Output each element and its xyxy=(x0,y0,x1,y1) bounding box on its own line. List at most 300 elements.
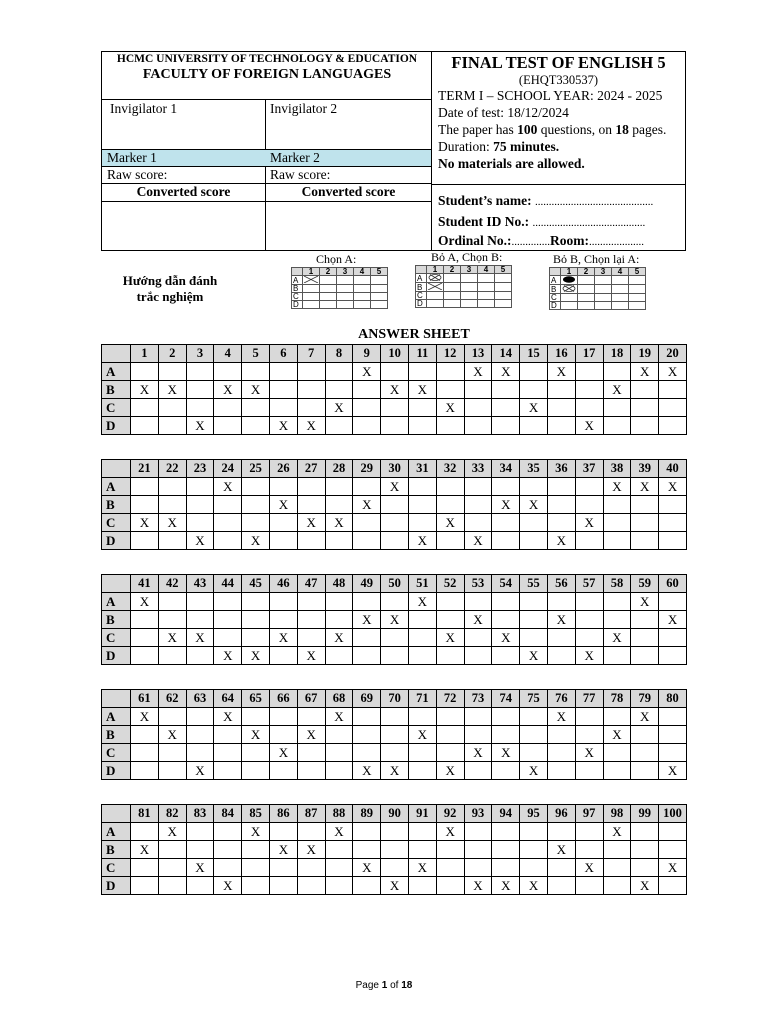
answer-cell[interactable] xyxy=(353,823,381,841)
answer-cell[interactable] xyxy=(186,363,214,381)
answer-cell[interactable] xyxy=(186,399,214,417)
answer-cell[interactable] xyxy=(659,532,687,550)
answer-cell[interactable] xyxy=(631,399,659,417)
answer-cell[interactable] xyxy=(436,593,464,611)
answer-cell[interactable] xyxy=(520,629,548,647)
answer-cell[interactable] xyxy=(353,514,381,532)
answer-cell[interactable]: X xyxy=(325,514,353,532)
answer-cell[interactable] xyxy=(381,496,409,514)
answer-cell[interactable] xyxy=(186,593,214,611)
answer-cell[interactable] xyxy=(353,417,381,435)
answer-cell[interactable]: X xyxy=(575,744,603,762)
answer-cell[interactable] xyxy=(186,708,214,726)
answer-cell[interactable] xyxy=(408,611,436,629)
answer-cell[interactable] xyxy=(436,708,464,726)
answer-cell[interactable] xyxy=(214,611,242,629)
answer-cell[interactable]: X xyxy=(297,647,325,665)
answer-cell[interactable] xyxy=(659,417,687,435)
answer-cell[interactable] xyxy=(659,841,687,859)
answer-cell[interactable] xyxy=(520,514,548,532)
answer-cell[interactable] xyxy=(186,877,214,895)
answer-cell[interactable] xyxy=(186,381,214,399)
answer-cell[interactable] xyxy=(186,496,214,514)
answer-cell[interactable]: X xyxy=(547,363,575,381)
answer-cell[interactable]: X xyxy=(408,593,436,611)
answer-cell[interactable] xyxy=(353,629,381,647)
answer-cell[interactable]: X xyxy=(492,496,520,514)
answer-cell[interactable] xyxy=(353,647,381,665)
answer-cell[interactable] xyxy=(186,611,214,629)
answer-cell[interactable]: X xyxy=(186,629,214,647)
answer-cell[interactable] xyxy=(269,611,297,629)
answer-cell[interactable] xyxy=(353,744,381,762)
answer-cell[interactable] xyxy=(269,762,297,780)
answer-cell[interactable] xyxy=(603,762,631,780)
answer-cell[interactable]: X xyxy=(269,496,297,514)
answer-cell[interactable]: X xyxy=(436,514,464,532)
answer-cell[interactable] xyxy=(464,399,492,417)
answer-cell[interactable] xyxy=(575,762,603,780)
answer-cell[interactable] xyxy=(158,611,186,629)
answer-cell[interactable] xyxy=(575,611,603,629)
answer-cell[interactable]: X xyxy=(353,611,381,629)
answer-cell[interactable] xyxy=(631,726,659,744)
answer-cell[interactable] xyxy=(436,877,464,895)
answer-cell[interactable] xyxy=(659,514,687,532)
answer-cell[interactable] xyxy=(464,708,492,726)
answer-cell[interactable] xyxy=(269,532,297,550)
answer-cell[interactable]: X xyxy=(520,496,548,514)
answer-cell[interactable] xyxy=(575,381,603,399)
answer-cell[interactable] xyxy=(464,762,492,780)
answer-cell[interactable] xyxy=(381,417,409,435)
answer-cell[interactable]: X xyxy=(575,859,603,877)
answer-cell[interactable] xyxy=(158,762,186,780)
answer-cell[interactable] xyxy=(547,629,575,647)
answer-cell[interactable] xyxy=(436,363,464,381)
answer-cell[interactable] xyxy=(631,859,659,877)
answer-cell[interactable] xyxy=(325,417,353,435)
answer-cell[interactable] xyxy=(297,611,325,629)
answer-cell[interactable] xyxy=(547,478,575,496)
answer-cell[interactable] xyxy=(603,417,631,435)
answer-cell[interactable] xyxy=(631,744,659,762)
student-name-field[interactable]: Student’s name: ........................................... xyxy=(438,193,654,208)
answer-cell[interactable] xyxy=(353,708,381,726)
answer-cell[interactable] xyxy=(436,841,464,859)
answer-cell[interactable]: X xyxy=(381,611,409,629)
answer-cell[interactable] xyxy=(325,478,353,496)
answer-cell[interactable] xyxy=(297,399,325,417)
answer-cell[interactable] xyxy=(325,877,353,895)
answer-cell[interactable] xyxy=(242,514,270,532)
answer-cell[interactable] xyxy=(242,877,270,895)
answer-cell[interactable]: X xyxy=(547,841,575,859)
answer-cell[interactable] xyxy=(381,532,409,550)
answer-cell[interactable] xyxy=(436,647,464,665)
answer-cell[interactable] xyxy=(547,823,575,841)
answer-cell[interactable] xyxy=(214,496,242,514)
answer-cell[interactable] xyxy=(214,744,242,762)
answer-cell[interactable] xyxy=(436,381,464,399)
answer-cell[interactable]: X xyxy=(547,708,575,726)
answer-cell[interactable]: X xyxy=(603,726,631,744)
answer-cell[interactable] xyxy=(436,478,464,496)
answer-cell[interactable]: X xyxy=(381,762,409,780)
answer-cell[interactable] xyxy=(547,417,575,435)
answer-cell[interactable] xyxy=(131,859,159,877)
answer-cell[interactable] xyxy=(575,841,603,859)
answer-cell[interactable]: X xyxy=(436,823,464,841)
answer-cell[interactable] xyxy=(464,593,492,611)
answer-cell[interactable] xyxy=(547,593,575,611)
answer-cell[interactable] xyxy=(520,859,548,877)
answer-cell[interactable]: X xyxy=(631,478,659,496)
answer-cell[interactable]: X xyxy=(242,381,270,399)
answer-cell[interactable] xyxy=(520,708,548,726)
answer-cell[interactable] xyxy=(269,478,297,496)
answer-cell[interactable]: X xyxy=(353,363,381,381)
answer-cell[interactable] xyxy=(131,823,159,841)
answer-cell[interactable] xyxy=(297,496,325,514)
answer-cell[interactable] xyxy=(492,726,520,744)
answer-cell[interactable] xyxy=(242,417,270,435)
answer-cell[interactable] xyxy=(381,823,409,841)
answer-cell[interactable] xyxy=(214,726,242,744)
answer-cell[interactable] xyxy=(353,877,381,895)
answer-cell[interactable] xyxy=(381,708,409,726)
answer-cell[interactable] xyxy=(631,841,659,859)
answer-cell[interactable] xyxy=(408,877,436,895)
answer-cell[interactable] xyxy=(631,823,659,841)
answer-cell[interactable] xyxy=(603,877,631,895)
answer-cell[interactable]: X xyxy=(186,859,214,877)
answer-cell[interactable] xyxy=(659,647,687,665)
answer-cell[interactable]: X xyxy=(325,823,353,841)
answer-cell[interactable]: X xyxy=(269,841,297,859)
answer-cell[interactable] xyxy=(214,841,242,859)
answer-cell[interactable]: X xyxy=(603,478,631,496)
answer-cell[interactable] xyxy=(297,762,325,780)
answer-cell[interactable] xyxy=(297,744,325,762)
answer-cell[interactable] xyxy=(242,629,270,647)
answer-cell[interactable] xyxy=(242,841,270,859)
answer-cell[interactable]: X xyxy=(269,629,297,647)
answer-cell[interactable] xyxy=(131,363,159,381)
answer-cell[interactable]: X xyxy=(242,726,270,744)
answer-cell[interactable] xyxy=(408,629,436,647)
answer-cell[interactable]: X xyxy=(297,726,325,744)
answer-cell[interactable] xyxy=(631,417,659,435)
answer-cell[interactable]: X xyxy=(297,514,325,532)
answer-cell[interactable] xyxy=(131,478,159,496)
answer-cell[interactable] xyxy=(242,478,270,496)
answer-cell[interactable] xyxy=(631,629,659,647)
answer-cell[interactable] xyxy=(131,399,159,417)
answer-cell[interactable] xyxy=(492,708,520,726)
answer-cell[interactable] xyxy=(325,726,353,744)
answer-cell[interactable]: X xyxy=(214,381,242,399)
answer-cell[interactable] xyxy=(158,399,186,417)
answer-cell[interactable] xyxy=(214,399,242,417)
answer-cell[interactable] xyxy=(269,877,297,895)
answer-cell[interactable] xyxy=(659,708,687,726)
answer-cell[interactable] xyxy=(603,399,631,417)
answer-cell[interactable]: X xyxy=(547,611,575,629)
answer-cell[interactable] xyxy=(325,363,353,381)
answer-cell[interactable]: X xyxy=(353,762,381,780)
answer-cell[interactable]: X xyxy=(603,629,631,647)
answer-cell[interactable] xyxy=(214,363,242,381)
answer-cell[interactable]: X xyxy=(659,478,687,496)
answer-cell[interactable] xyxy=(381,744,409,762)
answer-cell[interactable] xyxy=(325,496,353,514)
answer-cell[interactable]: X xyxy=(547,532,575,550)
answer-cell[interactable] xyxy=(436,611,464,629)
answer-cell[interactable] xyxy=(242,762,270,780)
answer-cell[interactable]: X xyxy=(242,823,270,841)
answer-cell[interactable] xyxy=(631,762,659,780)
answer-cell[interactable] xyxy=(158,647,186,665)
answer-cell[interactable]: X xyxy=(603,381,631,399)
answer-cell[interactable] xyxy=(381,726,409,744)
answer-cell[interactable]: X xyxy=(325,708,353,726)
answer-cell[interactable]: X xyxy=(214,478,242,496)
answer-cell[interactable] xyxy=(325,859,353,877)
answer-cell[interactable] xyxy=(464,859,492,877)
answer-cell[interactable]: X xyxy=(659,611,687,629)
answer-cell[interactable] xyxy=(297,708,325,726)
answer-cell[interactable] xyxy=(631,647,659,665)
answer-cell[interactable] xyxy=(520,823,548,841)
answer-cell[interactable] xyxy=(269,381,297,399)
answer-cell[interactable] xyxy=(325,647,353,665)
answer-cell[interactable] xyxy=(575,629,603,647)
answer-cell[interactable] xyxy=(186,514,214,532)
answer-cell[interactable] xyxy=(131,647,159,665)
answer-cell[interactable] xyxy=(520,381,548,399)
answer-cell[interactable] xyxy=(297,478,325,496)
answer-cell[interactable] xyxy=(464,478,492,496)
answer-cell[interactable] xyxy=(520,726,548,744)
answer-cell[interactable] xyxy=(520,593,548,611)
answer-cell[interactable] xyxy=(547,496,575,514)
answer-cell[interactable] xyxy=(492,399,520,417)
answer-cell[interactable]: X xyxy=(381,877,409,895)
answer-cell[interactable] xyxy=(325,381,353,399)
answer-cell[interactable] xyxy=(269,647,297,665)
answer-cell[interactable] xyxy=(158,744,186,762)
answer-cell[interactable] xyxy=(492,859,520,877)
answer-cell[interactable] xyxy=(492,611,520,629)
answer-cell[interactable] xyxy=(158,478,186,496)
answer-cell[interactable] xyxy=(408,823,436,841)
answer-cell[interactable] xyxy=(353,478,381,496)
answer-cell[interactable] xyxy=(603,532,631,550)
answer-cell[interactable] xyxy=(520,478,548,496)
answer-cell[interactable] xyxy=(464,647,492,665)
answer-cell[interactable]: X xyxy=(408,859,436,877)
answer-cell[interactable] xyxy=(269,514,297,532)
answer-cell[interactable] xyxy=(158,708,186,726)
answer-cell[interactable] xyxy=(659,593,687,611)
answer-cell[interactable] xyxy=(353,593,381,611)
answer-cell[interactable] xyxy=(325,611,353,629)
answer-cell[interactable] xyxy=(381,363,409,381)
answer-cell[interactable]: X xyxy=(575,514,603,532)
answer-cell[interactable] xyxy=(325,841,353,859)
answer-cell[interactable] xyxy=(297,363,325,381)
answer-cell[interactable] xyxy=(408,744,436,762)
answer-cell[interactable]: X xyxy=(297,417,325,435)
answer-cell[interactable] xyxy=(659,823,687,841)
answer-cell[interactable] xyxy=(603,611,631,629)
answer-cell[interactable] xyxy=(547,744,575,762)
answer-cell[interactable] xyxy=(381,647,409,665)
answer-cell[interactable] xyxy=(381,629,409,647)
answer-cell[interactable] xyxy=(408,496,436,514)
answer-cell[interactable]: X xyxy=(325,629,353,647)
answer-cell[interactable] xyxy=(269,859,297,877)
answer-cell[interactable] xyxy=(603,647,631,665)
answer-cell[interactable]: X xyxy=(158,823,186,841)
answer-cell[interactable]: X xyxy=(408,726,436,744)
answer-cell[interactable] xyxy=(214,532,242,550)
answer-cell[interactable]: X xyxy=(214,708,242,726)
answer-cell[interactable] xyxy=(269,726,297,744)
answer-cell[interactable]: X xyxy=(408,381,436,399)
answer-cell[interactable] xyxy=(242,363,270,381)
answer-cell[interactable]: X xyxy=(381,381,409,399)
answer-cell[interactable] xyxy=(297,532,325,550)
answer-cell[interactable]: X xyxy=(158,726,186,744)
answer-cell[interactable]: X xyxy=(186,532,214,550)
answer-cell[interactable] xyxy=(325,532,353,550)
answer-cell[interactable] xyxy=(603,496,631,514)
answer-cell[interactable] xyxy=(131,877,159,895)
answer-cell[interactable] xyxy=(464,823,492,841)
answer-cell[interactable] xyxy=(436,532,464,550)
answer-cell[interactable] xyxy=(186,726,214,744)
answer-cell[interactable] xyxy=(381,593,409,611)
answer-cell[interactable] xyxy=(269,708,297,726)
answer-cell[interactable] xyxy=(492,593,520,611)
answer-cell[interactable]: X xyxy=(131,514,159,532)
answer-cell[interactable] xyxy=(547,859,575,877)
answer-cell[interactable]: X xyxy=(158,514,186,532)
answer-cell[interactable] xyxy=(186,841,214,859)
answer-cell[interactable]: X xyxy=(492,629,520,647)
answer-cell[interactable]: X xyxy=(631,877,659,895)
answer-cell[interactable] xyxy=(464,514,492,532)
answer-cell[interactable] xyxy=(464,496,492,514)
answer-cell[interactable] xyxy=(353,532,381,550)
answer-cell[interactable] xyxy=(436,744,464,762)
answer-cell[interactable] xyxy=(464,841,492,859)
answer-cell[interactable]: X xyxy=(381,478,409,496)
answer-cell[interactable]: X xyxy=(492,744,520,762)
answer-cell[interactable] xyxy=(297,877,325,895)
answer-cell[interactable] xyxy=(186,478,214,496)
answer-cell[interactable] xyxy=(353,841,381,859)
answer-cell[interactable] xyxy=(547,647,575,665)
answer-cell[interactable] xyxy=(575,478,603,496)
answer-cell[interactable]: X xyxy=(464,611,492,629)
answer-cell[interactable] xyxy=(269,363,297,381)
answer-cell[interactable]: X xyxy=(158,629,186,647)
answer-cell[interactable] xyxy=(131,726,159,744)
answer-cell[interactable]: X xyxy=(631,593,659,611)
answer-cell[interactable] xyxy=(603,363,631,381)
answer-cell[interactable] xyxy=(242,744,270,762)
answer-cell[interactable] xyxy=(408,478,436,496)
answer-cell[interactable]: X xyxy=(269,417,297,435)
answer-cell[interactable] xyxy=(659,877,687,895)
answer-cell[interactable]: X xyxy=(631,708,659,726)
answer-cell[interactable] xyxy=(297,823,325,841)
answer-cell[interactable] xyxy=(492,532,520,550)
answer-cell[interactable] xyxy=(603,744,631,762)
answer-cell[interactable]: X xyxy=(214,647,242,665)
answer-cell[interactable] xyxy=(408,762,436,780)
answer-cell[interactable] xyxy=(325,744,353,762)
answer-cell[interactable] xyxy=(214,859,242,877)
answer-cell[interactable] xyxy=(603,514,631,532)
answer-cell[interactable] xyxy=(603,841,631,859)
answer-cell[interactable] xyxy=(408,841,436,859)
answer-cell[interactable] xyxy=(464,417,492,435)
answer-cell[interactable]: X xyxy=(492,363,520,381)
answer-cell[interactable] xyxy=(131,744,159,762)
answer-cell[interactable] xyxy=(214,514,242,532)
answer-cell[interactable] xyxy=(408,363,436,381)
answer-cell[interactable] xyxy=(575,399,603,417)
answer-cell[interactable]: X xyxy=(158,381,186,399)
answer-cell[interactable] xyxy=(659,399,687,417)
answer-cell[interactable] xyxy=(353,726,381,744)
student-id-field[interactable]: Student ID No.: ......................................... xyxy=(438,214,646,229)
answer-cell[interactable] xyxy=(131,629,159,647)
answer-cell[interactable] xyxy=(242,611,270,629)
answer-cell[interactable] xyxy=(659,744,687,762)
answer-cell[interactable] xyxy=(325,762,353,780)
answer-cell[interactable] xyxy=(575,363,603,381)
answer-cell[interactable] xyxy=(408,647,436,665)
answer-cell[interactable] xyxy=(547,514,575,532)
answer-cell[interactable]: X xyxy=(186,417,214,435)
answer-cell[interactable] xyxy=(520,744,548,762)
answer-cell[interactable] xyxy=(631,381,659,399)
answer-cell[interactable]: X xyxy=(436,629,464,647)
answer-cell[interactable]: X xyxy=(131,381,159,399)
answer-cell[interactable] xyxy=(547,399,575,417)
answer-cell[interactable] xyxy=(492,647,520,665)
answer-cell[interactable] xyxy=(492,381,520,399)
answer-cell[interactable] xyxy=(575,708,603,726)
answer-cell[interactable] xyxy=(631,496,659,514)
answer-cell[interactable]: X xyxy=(242,647,270,665)
ordinal-room-field[interactable]: Ordinal No.:..............Room:.................... xyxy=(438,233,645,248)
answer-cell[interactable]: X xyxy=(575,417,603,435)
answer-cell[interactable]: X xyxy=(214,877,242,895)
answer-cell[interactable] xyxy=(242,708,270,726)
answer-cell[interactable] xyxy=(659,381,687,399)
answer-cell[interactable] xyxy=(158,532,186,550)
answer-cell[interactable]: X xyxy=(603,823,631,841)
answer-cell[interactable] xyxy=(214,417,242,435)
answer-cell[interactable] xyxy=(408,514,436,532)
answer-cell[interactable] xyxy=(492,762,520,780)
